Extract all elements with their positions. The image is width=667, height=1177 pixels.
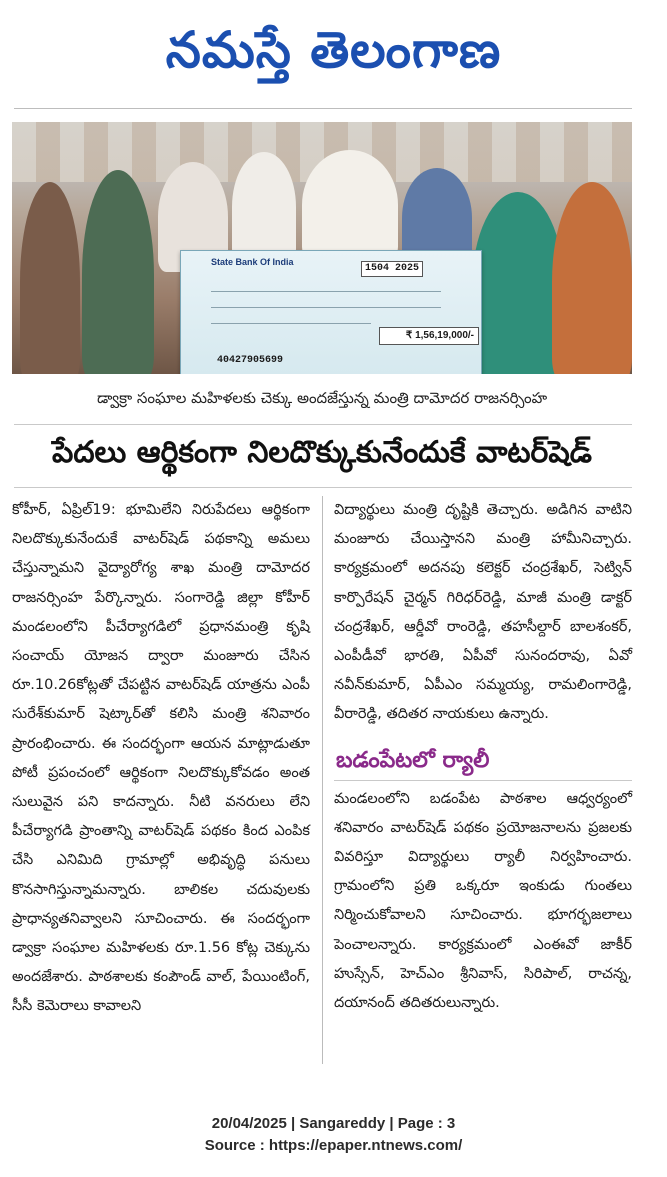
bank-name: State Bank Of India [211,257,294,267]
cheque-amount: ₹ 1,56,19,000/- [379,327,479,345]
person-figure [302,150,398,260]
sub-article-body: మండలంలోని బడంపేట పాఠశాల ఆధ్వర్యంలో శనివారం వాటర్‌షెడ్‌ పథకం ప్రయోజనాలను ప్రజలకు వివరిస్తూ విద్యార్థులు ర్యాలీ నిర్వహించారు. గ్రామంలోని ప్రతి ఒక్కరూ ఇంకుడు గుంతలు నిర్మించుకోవాలని సూచించారు. భూగర్భజలాలు పెంచాలన్నారు. కార్యక్రమంలో ఎంఈవో జాకీర్‌ హుస్సేన్‌, హెచ్‌ఎం శ్రీనివాస్‌, సిరిపాల్‌, రాచన్న, దయానంద్‌ తదితరులున్నారు. [334,790,632,1012]
cheque-line [211,323,371,324]
person-figure [20,182,80,374]
person-figure [472,192,564,374]
account-number: 40427905699 [217,355,284,366]
article-left-column [12,496,310,1022]
column-divider [322,496,323,1064]
sub-heading: బడంపేటలో ర్యాలీ [336,747,490,773]
person-figure [82,170,154,374]
news-photo [12,122,632,374]
article-body-right: విద్యార్థులు మంత్రి దృష్టికి తెచ్చారు. అడిగిన వాటిని మంజూరు చేయిస్తానని మంత్రి హామీనిచ్చారు. కార్యక్రమంలో అదనపు కలెక్టర్‌ చంద్రశేఖర్‌, సెట్విన్‌ కార్పొరేషన్‌ చైర్మన్‌ గిరిధర్‌రెడ్డి, మాజీ మంత్రి డాక్టర్‌ చంద్రశేఖర్‌, ఆర్డీవో రాంరెడ్డి, తహసీల్దార్‌ బాలశంకర్‌, ఎంపీడీవో భారతి, ఏపీవో సునందరావు, ఏవో నవీన్‌కుమార్‌, ఏపీఎం సమ్మయ్య, రామలింగారెడ్డి, వీరారెడ్డి, తదితర నాయకులు ఉన్నారు. [334,502,632,723]
edition-meta: 20/04/2025 | Sangareddy | Page : 3 [211,1115,456,1132]
masthead [0,4,667,96]
page-footer [0,1113,667,1157]
source-link[interactable]: Source : https://epaper.ntnews.com/ [204,1137,463,1154]
article-body-left: కోహీర్‌, ఏప్రిల్‌19: భూమిలేని నిరుపేదలు ఆర్థికంగా నిలదొక్కుకునేందుకే వాటర్‌షెడ్‌ పథకాన్ని అమలు చేస్తున్నామని వైద్యారోగ్య శాఖ మంత్రి దామోదర రాజనర్సింహ పేర్కొన్నారు. సంగారెడ్డి జిల్లా కోహీర్‌ మండలంలోని పీచేర్యాగడిలో ప్రధానమంత్రి కృషి సంచాయ్‌ యోజన ద్వారా మంజూరు చేసిన రూ.10.26కోట్లతో చేపట్టిన వాటర్‌షెడ్‌ యాత్రను ఎంపీ సురేశ్‌కుమార్‌ షెట్కార్‌తో కలిసి మంత్రి శనివారం ప్రారంభించారు. ఈ సందర్భంగా ఆయన మాట్లాడుతూ పోటీ ప్రపంచంలో ఆర్థికంగా నిలదొక్కుకోవడం అంత సులువైన పని కాదన్నారు. నీటి వనరులు లేని పీచేర్యాగడి ప్రాంతాన్ని వాటర్‌షెడ్‌ పథకం కింద ఎంపిక చేసి ఎనిమిది గ్రామాల్లో అభివృద్ధి పనులు కొనసాగిస్తున్నామన్నారు. బాలికల చదువులకు ప్రాధాన్యతనివ్వాలని సూచించారు. ఈ సందర్భంగా డ్వాక్రా సంఘాల మహిళలకు రూ.1.56 కోట్ల చెక్కును అందజేశారు. పాఠశాలకు కంపౌండ్‌ వాల్‌, పేయింటింగ్‌, సీసీ కెమెరాలు కావాలని [12,502,310,1015]
person-figure [232,152,296,262]
newspaper-title: నమస్తే తెలంగాణ [165,21,502,79]
photo-caption: డ్వాక్రా సంఘాల మహిళలకు చెక్కు అందజేస్తున్న మంత్రి దామోదర రాజనర్సింహ [96,389,548,407]
top-rule [14,108,632,109]
caption-rule [14,424,632,425]
cheque-board [180,250,482,374]
cheque-line [211,307,441,308]
headline-rule [14,487,632,488]
cheque-date-box: 1504 2025 [361,261,423,277]
article-right-column [334,496,632,1018]
cheque-line [211,291,441,292]
person-figure [552,182,632,374]
sub-heading-rule [334,780,632,781]
article-headline: పేదలు ఆర్థికంగా నిలదొక్కుకునేందుకే వాటర్‌షెడ్ [52,435,592,470]
